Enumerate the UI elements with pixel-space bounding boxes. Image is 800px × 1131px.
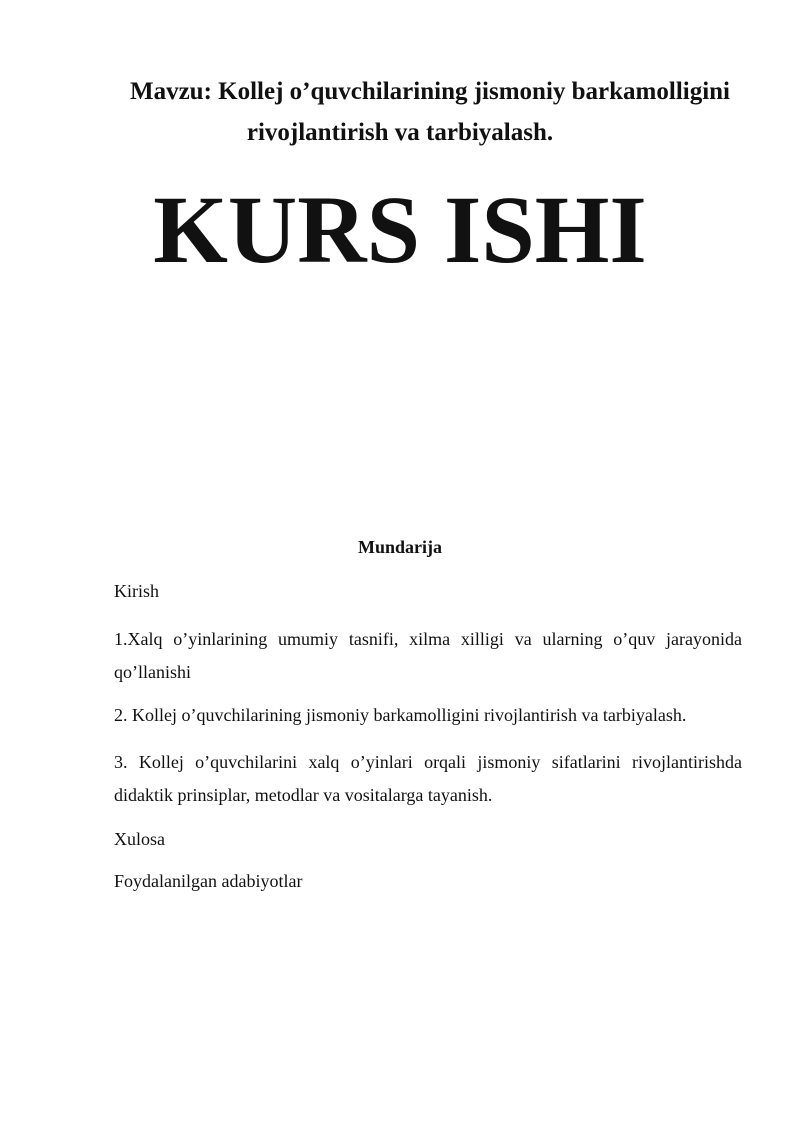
topic-title-line-2: rivojlantirish va tarbiyalash. — [246, 119, 554, 146]
toc-item-conclusion: Xulosa — [114, 829, 165, 849]
document-main-title: KURS ISHI — [153, 176, 647, 283]
toc-item-chapter-2: 2. Kollej o’quvchilarining jismoniy barkamolligini rivojlantirish va tarbiyalash. — [114, 705, 687, 725]
toc-item-chapter-3: 3. Kollej o’quvchilarini xalq o’yinlari orqali jismoniy sifatlarini rivojlantirishda didaktik prinsiplar, metodlar va vositalarga tayanish. — [114, 752, 742, 805]
toc-heading: Mundarija — [357, 537, 442, 557]
toc-item-chapter-1: 1.Xalq o’yinlarining umumiy tasnifi, xilma xilligi va ularning o’quv jarayonida qo’llanishi — [114, 629, 742, 682]
toc-item-introduction: Kirish — [114, 581, 159, 601]
topic-title-line-1: Mavzu: Kollej o’quvchilarining jismoniy barkamolligini — [129, 78, 731, 105]
toc-item-references: Foydalanilgan adabiyotlar — [114, 871, 303, 891]
